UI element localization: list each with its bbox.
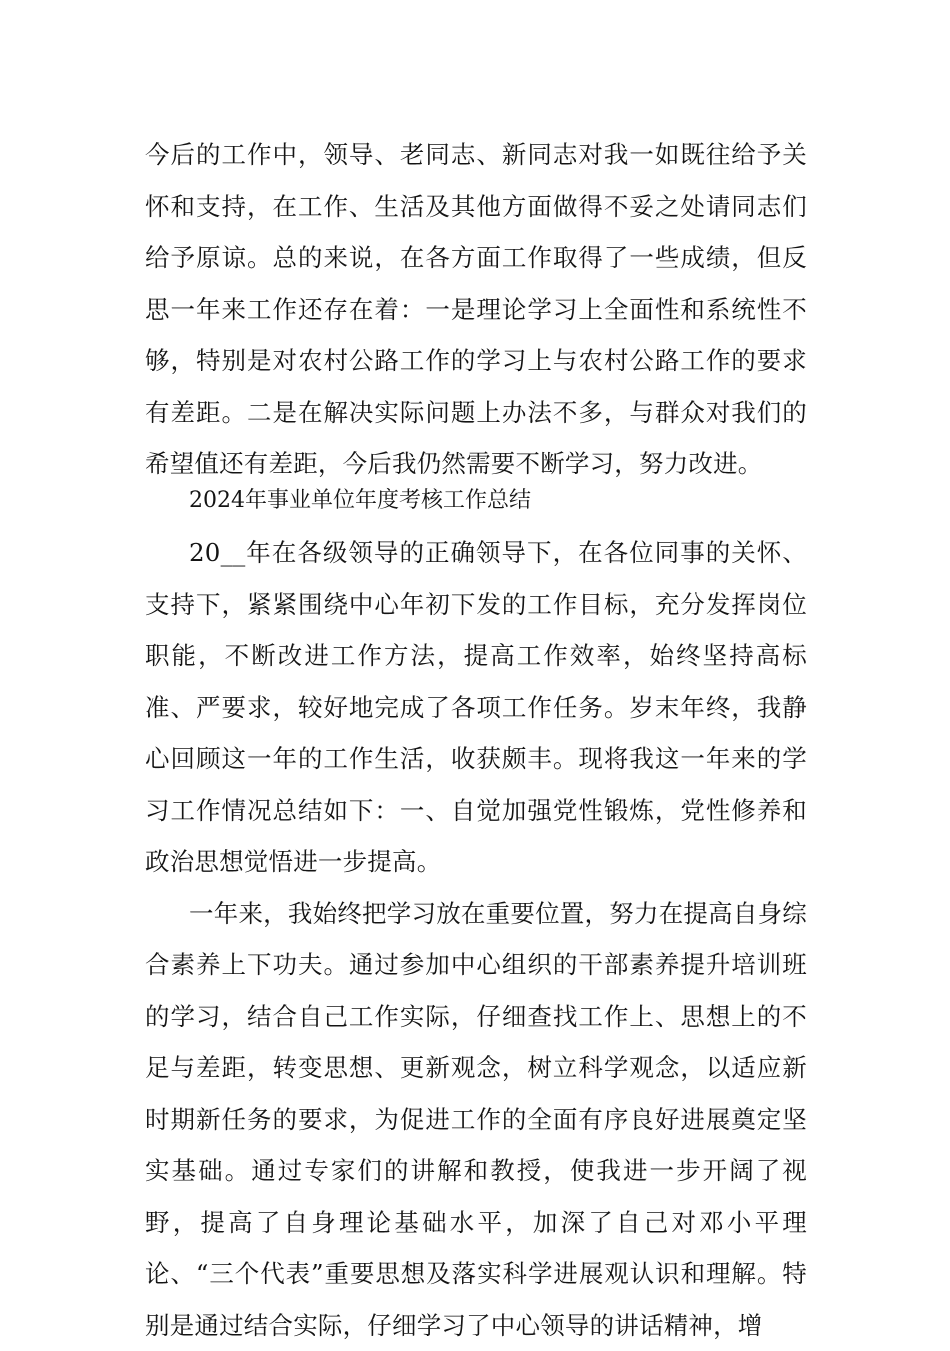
paragraph-intro: 20__年在各级领导的正确领导下，在各位同事的关怀、支持下，紧紧围绕中心年初下发的工作目标，充分发挥岗位职能，不断改进工作方法，提高工作效率，始终坚持高标准、严要求，较好地完成了各项工作任务。岁末年终，我静心回顾这一年的工作生活，收获颇丰。现将我这一年来的学习工作情况总结如下：一、自觉加强党性锻炼，党性修养和政治思想觉悟进一步提高。 <box>145 527 807 888</box>
paragraph-continuation: 今后的工作中，领导、老同志、新同志对我一如既往给予关怀和支持，在工作、生活及其他方面做得不妥之处请同志们给予原谅。总的来说，在各方面工作取得了一些成绩，但反思一年来工作还存在着：一是理论学习上全面性和系统性不够，特别是对农村公路工作的学习上与农村公路工作的要求有差距。二是在解决实际问题上办法不多，与群众对我们的希望值还有差距，今后我仍然需要不断学习，努力改进。 <box>145 129 807 490</box>
paragraph-study: 一年来，我始终把学习放在重要位置，努力在提高自身综合素养上下功夫。通过参加中心组织的干部素养提升培训班的学习，结合自己工作实际，仔细查找工作上、思想上的不足与差距，转变思想、更新观念，树立科学观念，以适应新时期新任务的要求，为促进工作的全面有序良好进展奠定坚实基础。通过专家们的讲解和教授，使我进一步开阔了视野，提高了自身理论基础水平，加深了自己对邓小平理论、“三个代表”重要思想及落实科学进展观认识和理解。特别是通过结合实际，仔细学习了中心领导的讲话精神，增 <box>145 888 807 1351</box>
text-block-bottom <box>145 527 807 1351</box>
text-block-top <box>145 129 807 490</box>
section-title: 2024年事业单位年度考核工作总结 <box>189 475 531 527</box>
